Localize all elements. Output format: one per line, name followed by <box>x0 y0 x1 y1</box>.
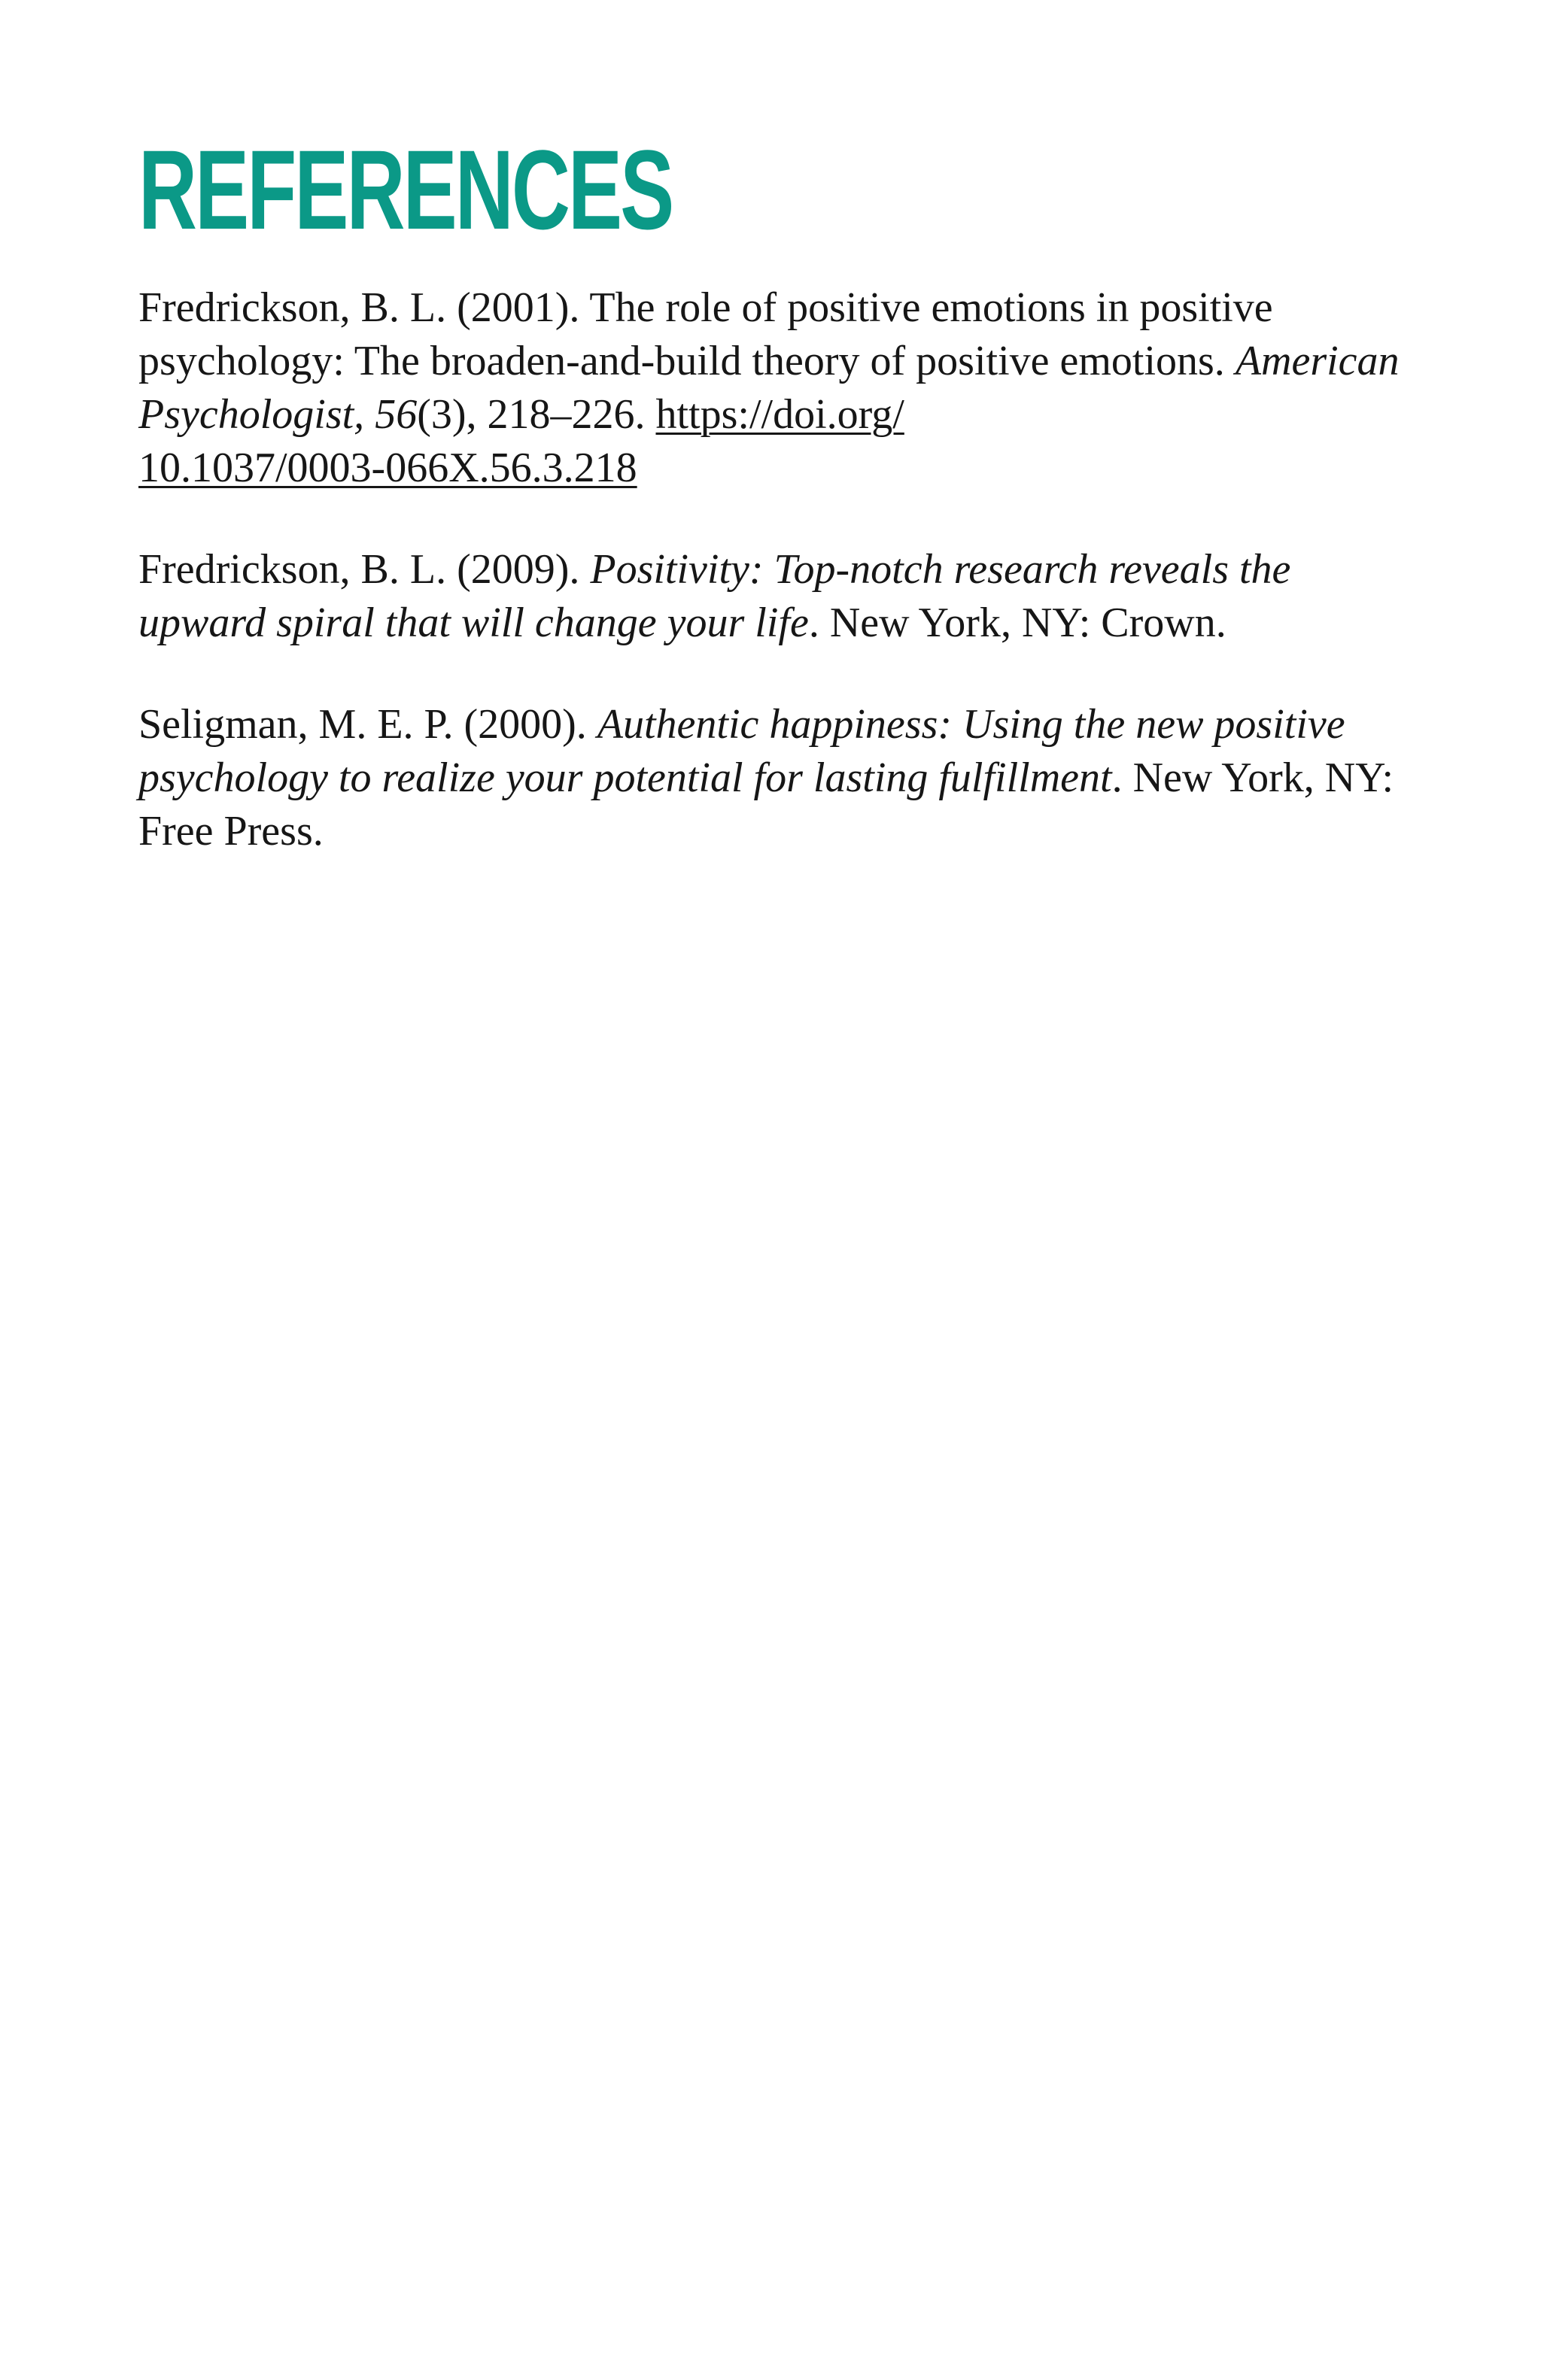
reference-volume: 56 <box>375 391 418 438</box>
reference-book-title: Positivity: Top-notch research reveals the upward spiral that will change your life <box>138 546 1291 646</box>
reference-list <box>138 281 1418 906</box>
reference-journal: American Psychologist, <box>138 338 1400 438</box>
reference-item-fredrickson-2001 <box>138 281 1418 495</box>
reference-item-fredrickson-2009 <box>138 543 1418 650</box>
doi-link-line1: https://doi.org/ <box>655 391 904 438</box>
reference-authors: Seligman, M. E. P. (2000). <box>138 701 587 748</box>
references-heading: REFERENCES <box>138 126 673 253</box>
reference-authors: Fredrickson, B. L. (2009). <box>138 546 580 593</box>
doi-link-line2: 10.1037/0003-066X.56.3.218 <box>138 445 637 491</box>
reference-book-title: Authentic happiness: Using the new positive psychology to realize your potential for lasting fulfillment <box>138 701 1345 801</box>
reference-publisher: . New York, NY: Free Press. <box>138 754 1394 855</box>
reference-issue-pages: (3), 218–226. <box>417 391 646 438</box>
reference-title: The role of positive emotions in positive psychology: The broaden-and-build theory of positive emotions. <box>138 284 1273 384</box>
reference-item-seligman-2000 <box>138 698 1418 858</box>
reference-authors: Fredrickson, B. L. (2001). <box>138 284 580 331</box>
reference-publisher: . New York, NY: Crown. <box>808 600 1226 646</box>
